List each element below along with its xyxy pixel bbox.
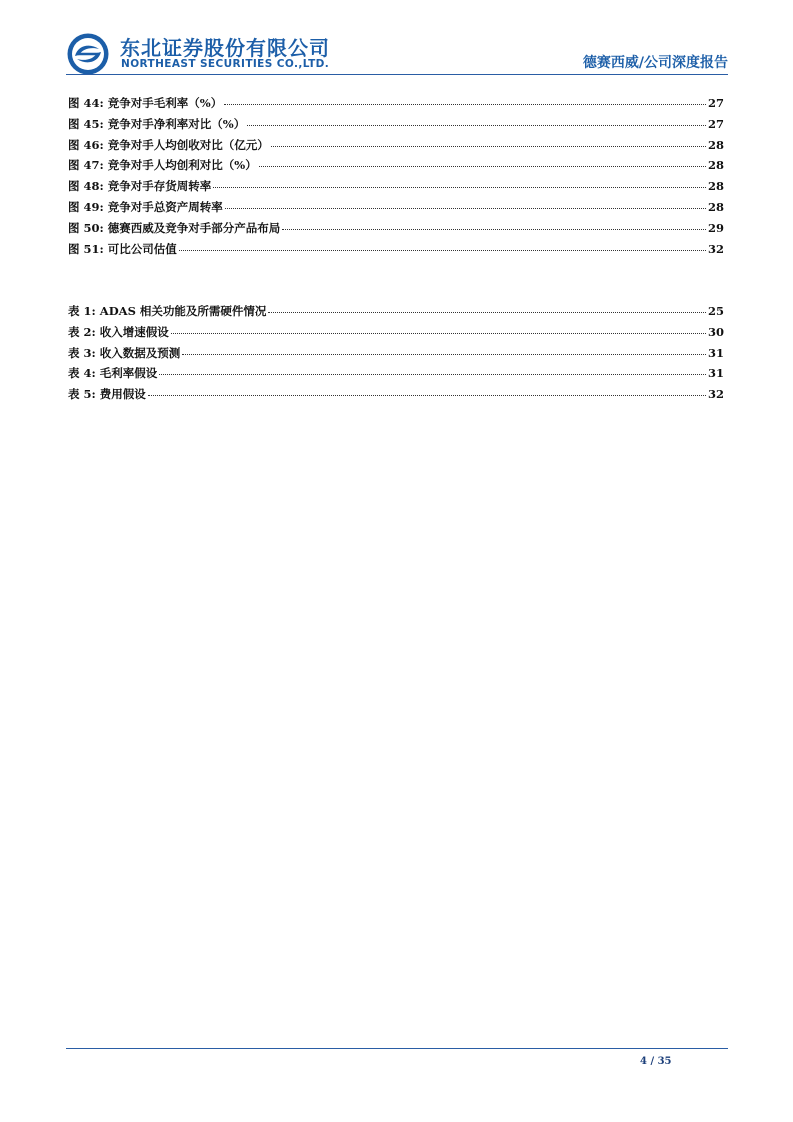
- toc-entry-title: 德赛西威及竞争对手部分产品布局: [107, 220, 281, 235]
- northeast-securities-logo-icon: [66, 32, 110, 76]
- toc-leader-dots: [179, 250, 706, 251]
- toc-entry-title: 收入数据及预测: [99, 345, 181, 360]
- toc-leader-dots: [159, 374, 706, 375]
- toc-leader-dots: [268, 312, 706, 313]
- toc-leader-dots: [259, 166, 706, 167]
- header-divider: [66, 74, 728, 75]
- toc-leader-dots: [182, 354, 706, 355]
- toc-entry-figure-51[interactable]: [68, 241, 724, 262]
- toc-entry-label: 图 51:: [68, 241, 104, 256]
- toc-leader-dots: [213, 187, 706, 188]
- toc-entry-page: 29: [707, 220, 724, 235]
- company-name-en: NORTHEAST SECURITIES CO.,LTD.: [121, 58, 330, 70]
- toc-entry-label: 图 48:: [68, 179, 104, 194]
- toc-leader-dots: [247, 125, 706, 126]
- toc-entry-page: 28: [707, 179, 724, 194]
- toc-entry-page: 28: [707, 199, 724, 214]
- toc-entry-table-3[interactable]: [68, 345, 724, 366]
- toc-entry-label: 表 2:: [68, 324, 96, 339]
- page-header: [66, 28, 728, 74]
- toc-entry-title: 竞争对手净利率对比（%）: [107, 116, 246, 131]
- report-title: 德赛西威/公司深度报告: [582, 55, 728, 71]
- toc-leader-dots: [225, 208, 706, 209]
- toc-entry-label: 图 49:: [68, 199, 104, 214]
- toc-entry-figure-49[interactable]: [68, 199, 724, 220]
- toc-entry-page: 32: [707, 387, 724, 402]
- toc-entry-title: 费用假设: [99, 387, 146, 402]
- footer-divider: [66, 1048, 728, 1049]
- toc-entry-page: 27: [707, 116, 724, 131]
- toc-leader-dots: [282, 229, 706, 230]
- toc-entry-label: 图 47:: [68, 158, 104, 173]
- toc-entry-label: 表 5:: [68, 387, 96, 402]
- toc-leader-dots: [271, 146, 706, 147]
- toc-entry-page: 28: [707, 158, 724, 173]
- toc-entry-table-2[interactable]: [68, 324, 724, 345]
- toc-entry-title: 毛利率假设: [99, 366, 158, 381]
- toc-entry-figure-50[interactable]: [68, 220, 724, 241]
- toc-entry-label: 图 44:: [68, 96, 104, 110]
- figure-list: [68, 95, 724, 261]
- toc-entry-label: 表 4:: [68, 366, 96, 381]
- toc-entry-title: 竞争对手存货周转率: [107, 179, 212, 194]
- toc-entry-table-5[interactable]: [68, 386, 724, 407]
- toc-leader-dots: [148, 395, 706, 396]
- toc-entry-title: 可比公司估值: [107, 241, 177, 256]
- toc-entry-page: 31: [707, 366, 724, 381]
- toc-entry-label: 表 1:: [68, 304, 96, 318]
- toc-entry-figure-48[interactable]: [68, 178, 724, 199]
- toc-entry-title: ADAS 相关功能及所需硬件情况: [99, 304, 267, 318]
- toc-entry-page: 28: [707, 137, 724, 152]
- toc-entry-title: 竞争对手总资产周转率: [107, 199, 223, 214]
- toc-entry-figure-46[interactable]: [68, 137, 724, 158]
- toc-entry-title: 竞争对手人均创收对比（亿元）: [107, 137, 269, 152]
- toc-entry-page: 32: [707, 241, 724, 256]
- toc-entry-title: 收入增速假设: [99, 324, 169, 339]
- toc-entry-label: 图 50:: [68, 220, 104, 235]
- toc-entry-page: 25: [707, 304, 724, 318]
- toc-entry-label: 表 3:: [68, 345, 96, 360]
- toc-entry-title: 竞争对手毛利率（%）: [107, 96, 223, 110]
- toc-leader-dots: [224, 104, 706, 105]
- toc-entry-label: 图 46:: [68, 137, 104, 152]
- toc-entry-figure-47[interactable]: [68, 157, 724, 178]
- toc-entry-page: 31: [707, 345, 724, 360]
- toc-entry-figure-45[interactable]: [68, 116, 724, 137]
- toc-leader-dots: [171, 333, 706, 334]
- toc-entry-title: 竞争对手人均创利对比（%）: [107, 158, 257, 173]
- toc-entry-table-1[interactable]: [68, 303, 724, 324]
- toc-entry-figure-44[interactable]: [68, 95, 724, 116]
- toc-entry-page: 30: [707, 324, 724, 339]
- table-list: [68, 303, 724, 407]
- company-name-cn: 东北证券股份有限公司: [120, 36, 330, 60]
- toc-entry-table-4[interactable]: [68, 365, 724, 386]
- toc-entry-page: 27: [707, 96, 724, 110]
- page-number: 4 / 35: [640, 1056, 672, 1067]
- toc-entry-label: 图 45:: [68, 116, 104, 131]
